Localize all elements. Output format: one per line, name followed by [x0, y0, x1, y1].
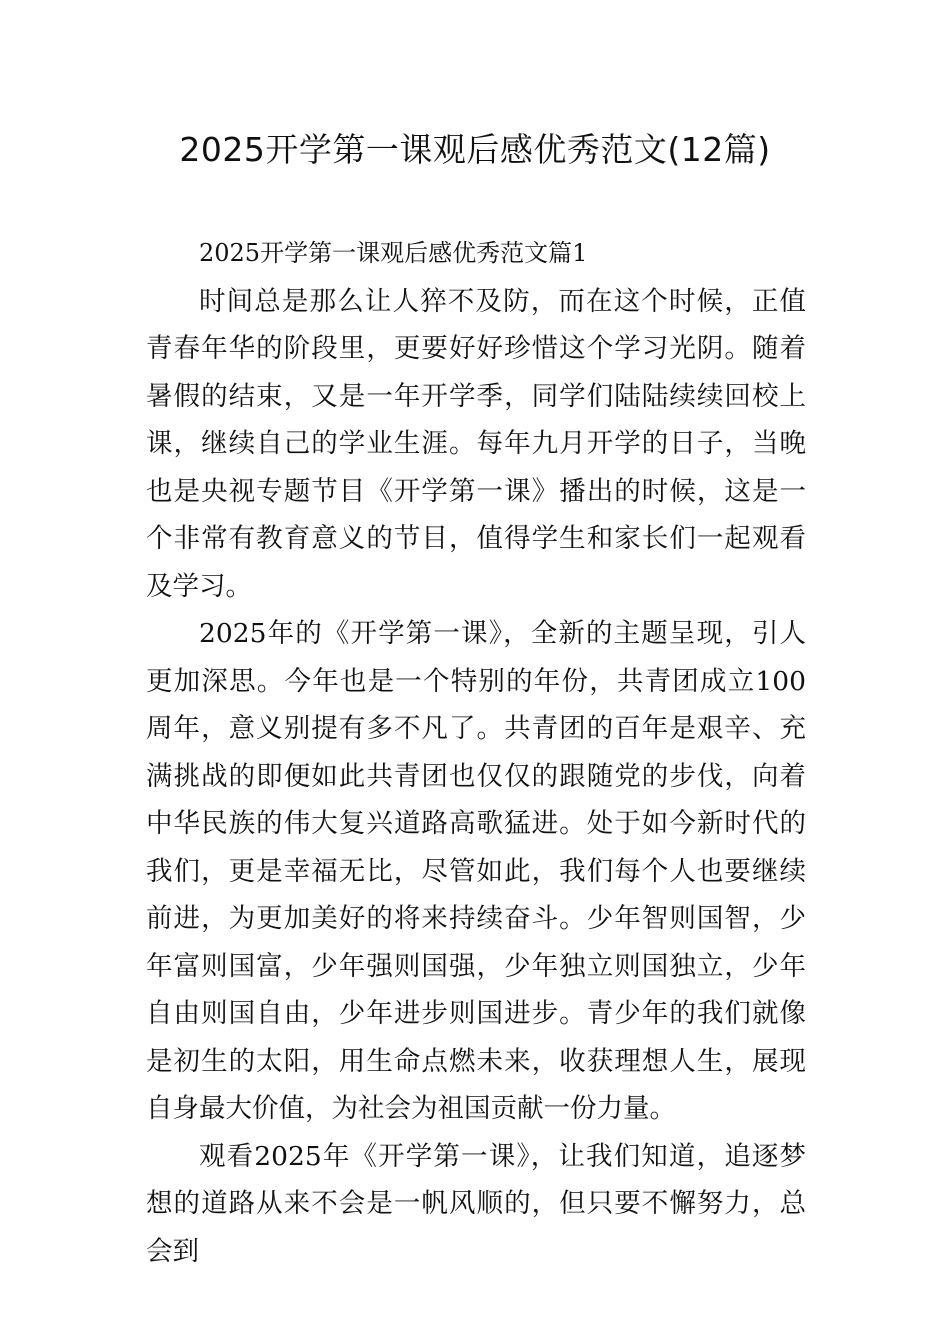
paragraph: 2025年的《开学第一课》，全新的主题呈现，引人更加深思。今年也是一个特别的年份，共青团成立100周年，意义别提有多不凡了。共青团的百年是艰辛、充满挑战的即便如此共青团也仅仅的跟随党的步伐，向着中华民族的伟大复兴道路高歌猛进。处于如今新时代的我们，更是幸福无比，尽管如此，我们每个人也要继续前进，为更加美好的将来持续奋斗。少年智则国智，少年富则国富，少年强则国强，少年独立则国独立，少年自由则国自由，少年进步则国进步。青少年的我们就像是初生的太阳，用生命点燃未来，收获理想人生，展现自身最大价值，为社会为祖国贡献一份力量。 [146, 618, 806, 1124]
document-body [146, 230, 806, 1275]
paragraph: 时间总是那么让人猝不及防，而在这个时候，正值青春年华的阶段里，更要好好珍惜这个学习光阴。随着暑假的结束，又是一年开学季，同学们陆陆续续回校上课，继续自己的学业生涯。每年九月开学的日子，当晚也是央视专题节目《开学第一课》播出的时候，这是一个非常有教育意义的节目，值得学生和家长们一起观看及学习。 [146, 285, 806, 602]
document-title: 2025开学第一课观后感优秀范文(12篇) [179, 130, 771, 169]
paragraph: 观看2025年《开学第一课》，让我们知道，追逐梦想的道路从来不会是一帆风顺的，但只要不懈努力，总会到 [146, 1140, 806, 1267]
section-heading: 2025开学第一课观后感优秀范文篇1 [199, 239, 588, 267]
